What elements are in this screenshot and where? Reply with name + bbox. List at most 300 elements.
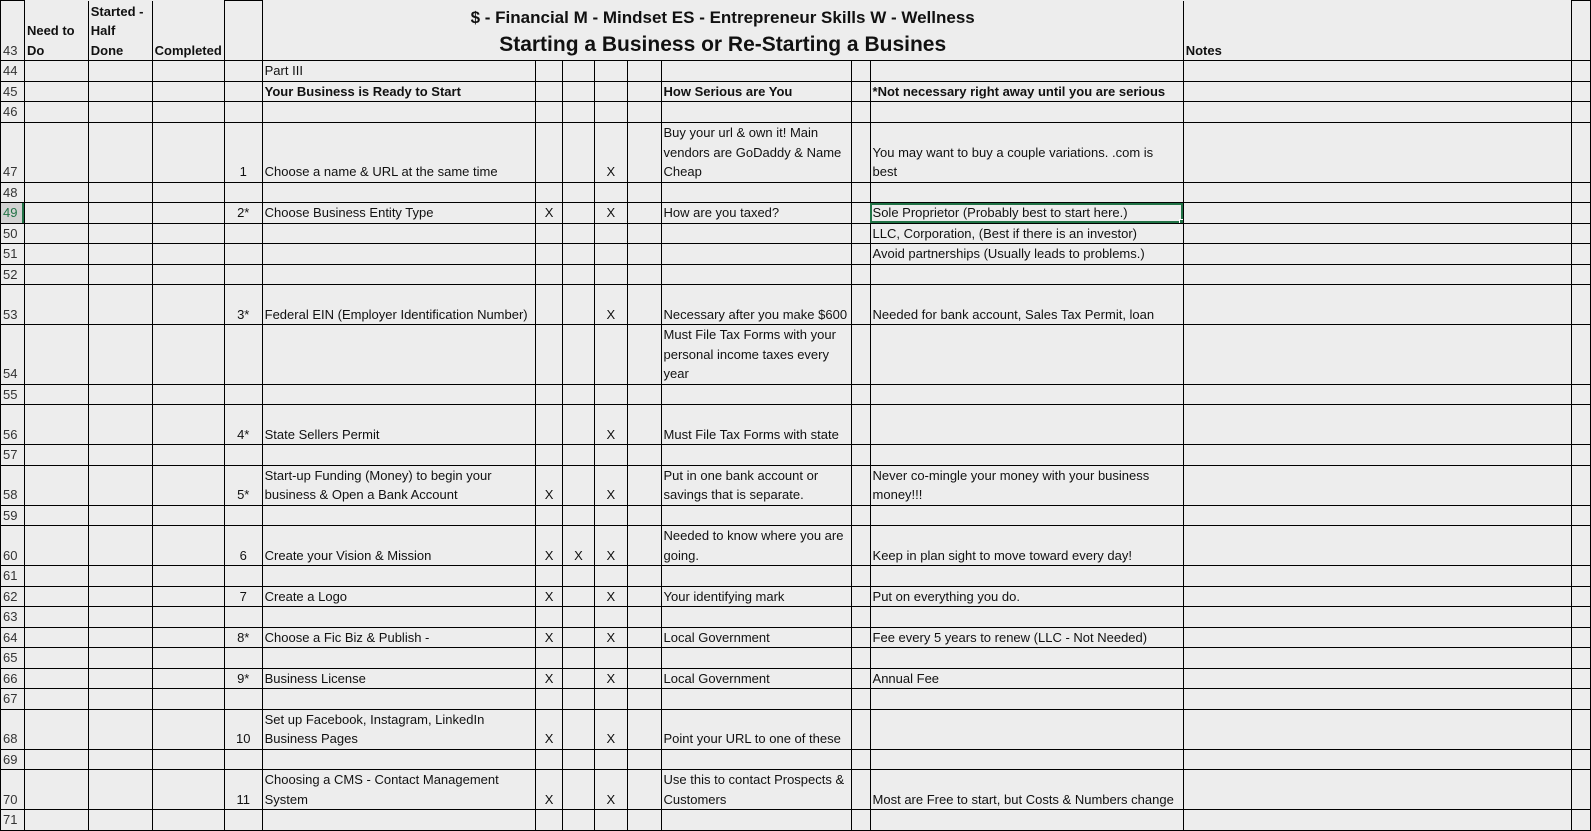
mark-col-2[interactable] (563, 102, 595, 123)
need-to-do-cell[interactable] (24, 566, 88, 587)
mark-col-2[interactable] (563, 465, 595, 505)
completed-cell[interactable] (152, 627, 224, 648)
spacer-cell[interactable] (851, 627, 870, 648)
need-to-do-cell[interactable] (24, 102, 88, 123)
mark-col-1[interactable] (536, 749, 563, 770)
mark-col-4[interactable] (627, 505, 661, 526)
row-header[interactable]: 64 (1, 627, 25, 648)
mark-col-1[interactable] (536, 566, 563, 587)
part-band-cell[interactable] (152, 61, 224, 82)
mark-col-2[interactable] (563, 405, 595, 445)
started-cell[interactable] (88, 627, 152, 648)
spacer-cell[interactable] (851, 648, 870, 669)
requirement-note-cell[interactable] (870, 607, 1183, 628)
notes-cell[interactable] (1183, 566, 1571, 587)
task-cell[interactable] (262, 749, 536, 770)
mark-col-1[interactable] (536, 689, 563, 710)
mark-col-4[interactable] (627, 264, 661, 285)
started-cell[interactable] (88, 566, 152, 587)
step-number[interactable] (224, 445, 262, 466)
started-cell[interactable] (88, 384, 152, 405)
step-number[interactable] (224, 566, 262, 587)
spacer-cell[interactable] (851, 607, 870, 628)
task-cell[interactable] (262, 182, 536, 203)
mark-col-4[interactable] (627, 607, 661, 628)
mark-col-3[interactable] (594, 749, 627, 770)
mark-col-2[interactable] (563, 203, 595, 224)
row-header[interactable]: 66 (1, 668, 25, 689)
mark-col-1[interactable]: X (536, 770, 563, 810)
need-to-do-cell[interactable] (24, 709, 88, 749)
mark-col-4[interactable] (627, 445, 661, 466)
row-header[interactable]: 47 (1, 122, 25, 182)
mark-col-1[interactable]: X (536, 668, 563, 689)
cell-number[interactable] (224, 81, 262, 102)
requirement-note-cell[interactable] (870, 749, 1183, 770)
mark-col-3[interactable]: X (594, 465, 627, 505)
notes-cell[interactable] (1183, 770, 1571, 810)
notes-cell[interactable] (1183, 648, 1571, 669)
serious-cell[interactable]: Must File Tax Forms with your personal income taxes every year (661, 325, 851, 385)
notes-cell[interactable] (1183, 203, 1571, 224)
completed-cell[interactable] (152, 445, 224, 466)
notes-cell[interactable] (1183, 668, 1571, 689)
mark-col-3[interactable]: X (594, 203, 627, 224)
task-cell[interactable]: Choosing a CMS - Contact Management System (262, 770, 536, 810)
notes-cell[interactable] (1183, 122, 1571, 182)
requirement-note-cell[interactable]: You may want to buy a couple variations. .com is best (870, 122, 1183, 182)
serious-cell[interactable]: Necessary after you make $600 (661, 285, 851, 325)
step-number[interactable] (224, 749, 262, 770)
part-band-cell[interactable] (88, 61, 152, 82)
notes-cell[interactable] (1183, 586, 1571, 607)
spacer-cell[interactable] (851, 445, 870, 466)
mark-col-4[interactable] (627, 709, 661, 749)
serious-cell[interactable] (661, 102, 851, 123)
serious-cell[interactable] (661, 445, 851, 466)
status-cell[interactable] (152, 81, 224, 102)
mark-col-1[interactable]: X (536, 465, 563, 505)
mark-col-3[interactable]: X (594, 526, 627, 566)
notes-cell[interactable] (1183, 405, 1571, 445)
mark-col-1[interactable] (536, 102, 563, 123)
notes-cell[interactable] (1183, 223, 1571, 244)
task-cell[interactable] (262, 607, 536, 628)
mark-col-2[interactable] (563, 749, 595, 770)
need-to-do-cell[interactable] (24, 223, 88, 244)
row-header[interactable]: 62 (1, 586, 25, 607)
serious-cell[interactable]: Local Government (661, 668, 851, 689)
spacer-cell[interactable] (851, 285, 870, 325)
task-cell[interactable] (262, 384, 536, 405)
completed-cell[interactable] (152, 770, 224, 810)
requirement-note-cell[interactable] (870, 566, 1183, 587)
need-to-do-cell[interactable] (24, 122, 88, 182)
need-to-do-cell[interactable] (24, 264, 88, 285)
need-to-do-cell[interactable] (24, 526, 88, 566)
mark-col-4[interactable] (627, 325, 661, 385)
mark-col-1[interactable] (536, 223, 563, 244)
started-cell[interactable] (88, 607, 152, 628)
task-cell[interactable]: Choose Business Entity Type (262, 203, 536, 224)
started-cell[interactable] (88, 244, 152, 265)
requirement-note-cell[interactable]: Never co-mingle your money with your business money!!! (870, 465, 1183, 505)
serious-cell[interactable]: Point your URL to one of these (661, 709, 851, 749)
notes-cell[interactable] (1183, 102, 1571, 123)
requirement-note-cell[interactable]: LLC, Corporation, (Best if there is an investor) (870, 223, 1183, 244)
row-header[interactable]: 49 (1, 203, 25, 224)
mark-col-2[interactable] (563, 566, 595, 587)
need-to-do-cell[interactable] (24, 668, 88, 689)
step-number[interactable]: 1 (224, 122, 262, 182)
col-header-need-to-do[interactable]: Need to Do (24, 1, 88, 61)
step-number[interactable]: 8* (224, 627, 262, 648)
requirement-note-cell[interactable] (870, 709, 1183, 749)
serious-cell[interactable] (661, 607, 851, 628)
part-band-cell[interactable] (536, 61, 563, 82)
row-header[interactable]: 50 (1, 223, 25, 244)
task-cell[interactable] (262, 325, 536, 385)
spacer-cell[interactable] (851, 122, 870, 182)
notes-cell[interactable] (1183, 465, 1571, 505)
notes-cell[interactable] (1183, 526, 1571, 566)
need-to-do-cell[interactable] (24, 465, 88, 505)
serious-cell[interactable] (661, 182, 851, 203)
requirement-note-cell[interactable] (870, 810, 1183, 831)
started-cell[interactable] (88, 203, 152, 224)
requirement-note-cell[interactable]: Fee every 5 years to renew (LLC - Not Needed) (870, 627, 1183, 648)
requirement-note-cell[interactable] (870, 264, 1183, 285)
task-cell[interactable] (262, 689, 536, 710)
completed-cell[interactable] (152, 689, 224, 710)
mark-col-1[interactable] (536, 122, 563, 182)
mark-col-3[interactable] (594, 244, 627, 265)
checkbox-cell[interactable] (563, 81, 595, 102)
requirement-note-cell[interactable]: Keep in plan sight to move toward every day! (870, 526, 1183, 566)
serious-cell[interactable]: How are you taxed? (661, 203, 851, 224)
mark-col-1[interactable]: X (536, 203, 563, 224)
completed-cell[interactable] (152, 668, 224, 689)
step-number[interactable] (224, 607, 262, 628)
step-number[interactable] (224, 264, 262, 285)
spacer-cell[interactable] (851, 749, 870, 770)
step-number[interactable] (224, 810, 262, 831)
mark-col-2[interactable] (563, 325, 595, 385)
completed-cell[interactable] (152, 102, 224, 123)
row-header[interactable]: 56 (1, 405, 25, 445)
completed-cell[interactable] (152, 182, 224, 203)
mark-col-4[interactable] (627, 586, 661, 607)
task-cell[interactable]: Create a Logo (262, 586, 536, 607)
step-number[interactable]: 5* (224, 465, 262, 505)
part-band-cell[interactable] (594, 61, 627, 82)
notes-cell[interactable] (1183, 325, 1571, 385)
requirement-note-cell[interactable] (870, 182, 1183, 203)
serious-cell[interactable] (661, 689, 851, 710)
task-cell[interactable]: Choose a name & URL at the same time (262, 122, 536, 182)
spacer-cell[interactable] (851, 81, 870, 102)
row-header[interactable]: 69 (1, 749, 25, 770)
mark-col-4[interactable] (627, 244, 661, 265)
row-header[interactable]: 63 (1, 607, 25, 628)
part-band-cell[interactable] (851, 61, 870, 82)
step-number[interactable]: 9* (224, 668, 262, 689)
started-cell[interactable] (88, 668, 152, 689)
col-header-completed[interactable]: Completed (152, 1, 224, 61)
step-number[interactable] (224, 182, 262, 203)
row-header[interactable]: 58 (1, 465, 25, 505)
mark-col-3[interactable] (594, 223, 627, 244)
requirement-note-cell[interactable] (870, 689, 1183, 710)
spacer-cell[interactable] (851, 668, 870, 689)
step-number[interactable]: 11 (224, 770, 262, 810)
spacer-cell[interactable] (851, 264, 870, 285)
step-number[interactable]: 6 (224, 526, 262, 566)
task-cell[interactable]: Create your Vision & Mission (262, 526, 536, 566)
need-to-do-cell[interactable] (24, 325, 88, 385)
task-cell[interactable] (262, 102, 536, 123)
mark-col-3[interactable] (594, 182, 627, 203)
notes-cell[interactable] (1183, 182, 1571, 203)
row-header[interactable]: 61 (1, 566, 25, 587)
mark-col-1[interactable] (536, 325, 563, 385)
task-cell[interactable]: State Sellers Permit (262, 405, 536, 445)
started-cell[interactable] (88, 465, 152, 505)
mark-col-4[interactable] (627, 526, 661, 566)
mark-col-2[interactable] (563, 384, 595, 405)
row-header[interactable]: 70 (1, 770, 25, 810)
mark-col-4[interactable] (627, 668, 661, 689)
serious-cell[interactable]: Put in one bank account or savings that is separate. (661, 465, 851, 505)
started-cell[interactable] (88, 586, 152, 607)
mark-col-2[interactable] (563, 607, 595, 628)
mark-col-3[interactable]: X (594, 709, 627, 749)
mark-col-1[interactable] (536, 505, 563, 526)
mark-col-4[interactable] (627, 749, 661, 770)
task-cell[interactable] (262, 445, 536, 466)
serious-cell[interactable] (661, 264, 851, 285)
notes-cell[interactable] (1183, 81, 1571, 102)
need-to-do-cell[interactable] (24, 182, 88, 203)
part-band-cell[interactable] (24, 61, 88, 82)
step-number[interactable] (224, 689, 262, 710)
task-cell[interactable] (262, 223, 536, 244)
mark-col-4[interactable] (627, 285, 661, 325)
task-cell[interactable] (262, 264, 536, 285)
mark-col-3[interactable]: X (594, 770, 627, 810)
mark-col-4[interactable] (627, 810, 661, 831)
step-number[interactable]: 4* (224, 405, 262, 445)
notes-cell[interactable] (1183, 505, 1571, 526)
task-cell[interactable] (262, 648, 536, 669)
spacer-cell[interactable] (851, 244, 870, 265)
completed-cell[interactable] (152, 285, 224, 325)
mark-col-4[interactable] (627, 465, 661, 505)
need-to-do-cell[interactable] (24, 505, 88, 526)
task-cell[interactable] (262, 566, 536, 587)
task-cell[interactable]: Choose a Fic Biz & Publish - (262, 627, 536, 648)
mark-col-1[interactable]: X (536, 526, 563, 566)
task-cell[interactable] (262, 810, 536, 831)
status-cell[interactable] (24, 81, 88, 102)
col-header-notes[interactable]: Notes (1183, 1, 1571, 61)
spacer-cell[interactable] (851, 505, 870, 526)
mark-col-3[interactable] (594, 264, 627, 285)
row-header[interactable]: 53 (1, 285, 25, 325)
mark-col-1[interactable]: X (536, 586, 563, 607)
part-band-cell[interactable] (224, 61, 262, 82)
mark-col-3[interactable] (594, 689, 627, 710)
requirement-note-cell[interactable] (870, 384, 1183, 405)
mark-col-4[interactable] (627, 122, 661, 182)
started-cell[interactable] (88, 505, 152, 526)
notes-cell[interactable] (1183, 607, 1571, 628)
spacer-cell[interactable] (851, 770, 870, 810)
need-to-do-cell[interactable] (24, 285, 88, 325)
mark-col-3[interactable] (594, 607, 627, 628)
mark-col-2[interactable] (563, 122, 595, 182)
notes-cell[interactable] (1183, 689, 1571, 710)
completed-cell[interactable] (152, 122, 224, 182)
row-header[interactable]: 57 (1, 445, 25, 466)
requirement-note-cell[interactable]: Annual Fee (870, 668, 1183, 689)
started-cell[interactable] (88, 405, 152, 445)
part-band-cell[interactable] (870, 61, 1183, 82)
need-to-do-cell[interactable] (24, 689, 88, 710)
step-number[interactable] (224, 102, 262, 123)
completed-cell[interactable] (152, 244, 224, 265)
mark-col-1[interactable] (536, 405, 563, 445)
spacer-cell[interactable] (851, 325, 870, 385)
notes-cell[interactable] (1183, 285, 1571, 325)
mark-col-4[interactable] (627, 223, 661, 244)
part-band-cell[interactable] (1183, 61, 1571, 82)
part-band-cell[interactable] (661, 61, 851, 82)
row-header[interactable]: 43 (1, 1, 25, 61)
started-cell[interactable] (88, 709, 152, 749)
need-to-do-cell[interactable] (24, 648, 88, 669)
requirement-note-cell[interactable] (870, 505, 1183, 526)
serious-cell[interactable] (661, 244, 851, 265)
mark-col-3[interactable] (594, 445, 627, 466)
mark-col-1[interactable] (536, 182, 563, 203)
mark-col-2[interactable] (563, 505, 595, 526)
row-header[interactable]: 46 (1, 102, 25, 123)
mark-col-1[interactable]: X (536, 709, 563, 749)
cell-number[interactable] (224, 1, 262, 61)
step-number[interactable] (224, 325, 262, 385)
started-cell[interactable] (88, 285, 152, 325)
mark-col-4[interactable] (627, 384, 661, 405)
task-cell[interactable] (262, 505, 536, 526)
need-to-do-cell[interactable] (24, 405, 88, 445)
row-header[interactable]: 54 (1, 325, 25, 385)
part-band-cell[interactable] (627, 61, 661, 82)
spacer-cell[interactable] (851, 526, 870, 566)
mark-col-4[interactable] (627, 627, 661, 648)
serious-cell[interactable] (661, 810, 851, 831)
mark-col-3[interactable] (594, 384, 627, 405)
started-cell[interactable] (88, 526, 152, 566)
completed-cell[interactable] (152, 648, 224, 669)
mark-col-4[interactable] (627, 648, 661, 669)
section-subtitle[interactable]: Your Business is Ready to Start (262, 81, 536, 102)
mark-col-1[interactable] (536, 607, 563, 628)
step-number[interactable] (224, 223, 262, 244)
completed-cell[interactable] (152, 566, 224, 587)
part-label[interactable]: Part III (262, 61, 536, 82)
task-cell[interactable]: Start-up Funding (Money) to begin your business & Open a Bank Account (262, 465, 536, 505)
notes-cell[interactable] (1183, 264, 1571, 285)
requirement-note-cell[interactable]: Put on everything you do. (870, 586, 1183, 607)
mark-col-3[interactable]: X (594, 122, 627, 182)
spacer-cell[interactable] (851, 810, 870, 831)
requirement-note-cell[interactable] (870, 102, 1183, 123)
mark-col-3[interactable] (594, 810, 627, 831)
row-header[interactable]: 68 (1, 709, 25, 749)
row-header[interactable]: 55 (1, 384, 25, 405)
completed-cell[interactable] (152, 384, 224, 405)
started-cell[interactable] (88, 648, 152, 669)
mark-col-4[interactable] (627, 182, 661, 203)
completed-cell[interactable] (152, 749, 224, 770)
step-number[interactable] (224, 244, 262, 265)
row-header[interactable]: 59 (1, 505, 25, 526)
spacer-cell[interactable] (851, 384, 870, 405)
need-to-do-cell[interactable] (24, 810, 88, 831)
step-number[interactable]: 10 (224, 709, 262, 749)
mark-col-2[interactable] (563, 445, 595, 466)
requirement-note-cell[interactable]: Needed for bank account, Sales Tax Permit, loan (870, 285, 1183, 325)
completed-cell[interactable] (152, 203, 224, 224)
started-cell[interactable] (88, 810, 152, 831)
spacer-cell[interactable] (851, 223, 870, 244)
mark-col-1[interactable] (536, 264, 563, 285)
started-cell[interactable] (88, 445, 152, 466)
mark-col-4[interactable] (627, 203, 661, 224)
started-cell[interactable] (88, 122, 152, 182)
completed-cell[interactable] (152, 465, 224, 505)
mark-col-2[interactable] (563, 627, 595, 648)
mark-col-4[interactable] (627, 770, 661, 810)
part-band-cell[interactable] (563, 61, 595, 82)
row-header[interactable]: 60 (1, 526, 25, 566)
mark-col-2[interactable] (563, 770, 595, 810)
mark-col-3[interactable] (594, 325, 627, 385)
requirement-note-cell[interactable]: Avoid partnerships (Usually leads to problems.) (870, 244, 1183, 265)
mark-col-3[interactable]: X (594, 627, 627, 648)
completed-cell[interactable] (152, 709, 224, 749)
task-cell[interactable]: Business License (262, 668, 536, 689)
started-cell[interactable] (88, 749, 152, 770)
step-number[interactable]: 3* (224, 285, 262, 325)
title-cell[interactable] (262, 1, 1183, 61)
mark-col-2[interactable] (563, 264, 595, 285)
need-to-do-cell[interactable] (24, 586, 88, 607)
serious-cell[interactable]: Buy your url & own it! Main vendors are GoDaddy & Name Cheap (661, 122, 851, 182)
spacer-cell[interactable] (851, 182, 870, 203)
row-header[interactable]: 45 (1, 81, 25, 102)
serious-cell[interactable]: Use this to contact Prospects & Customers (661, 770, 851, 810)
serious-cell[interactable] (661, 384, 851, 405)
completed-cell[interactable] (152, 526, 224, 566)
mark-col-4[interactable] (627, 566, 661, 587)
mark-col-3[interactable]: X (594, 285, 627, 325)
mark-col-3[interactable] (594, 648, 627, 669)
spacer-cell[interactable] (851, 203, 870, 224)
mark-col-3[interactable] (594, 505, 627, 526)
mark-col-3[interactable]: X (594, 586, 627, 607)
